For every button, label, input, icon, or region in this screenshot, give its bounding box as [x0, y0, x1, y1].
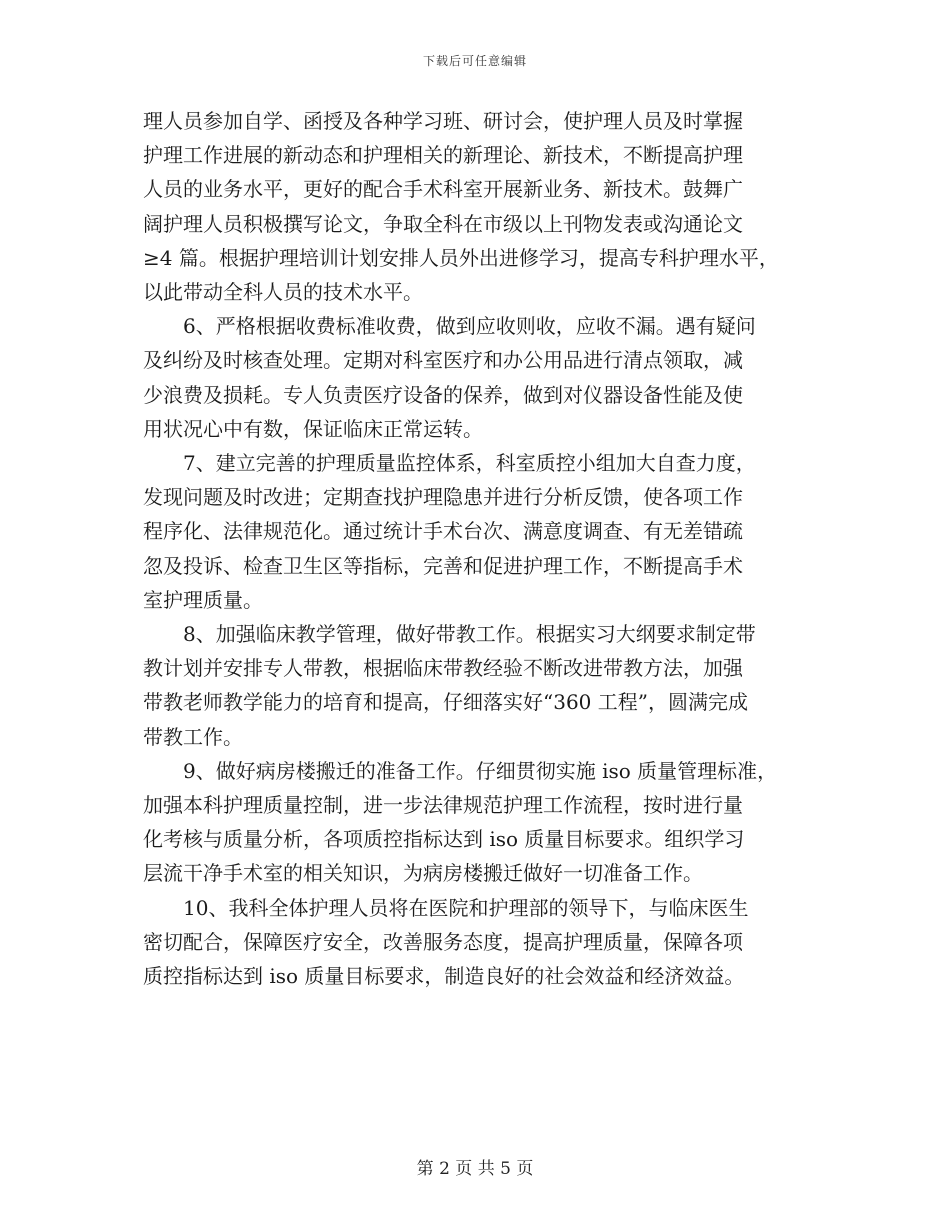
text-line: 理人员参加自学、函授及各种学习班、研讨会，使护理人员及时掌握 — [143, 109, 743, 133]
text-line: 7、建立完善的护理质量监控体系，科室质控小组加大自查力度， — [143, 451, 756, 476]
paragraph-8 — [143, 617, 823, 754]
text-line: 及纠纷及时核查处理。定期对科室医疗和办公用品进行清点领取，减 — [143, 348, 743, 373]
text-line: 发现问题及时改进；定期查找护理隐患并进行分析反馈，使各项工作 — [143, 485, 743, 510]
document-body — [143, 104, 823, 993]
text-line: 用状况心中有数，保证临床正常运转。 — [143, 416, 483, 441]
text-line: 9、做好病房楼搬迁的准备工作。仔细贯彻实施 iso 质量管理标准， — [143, 758, 778, 783]
text-line: 层流干净手术室的相关知识，为病房楼搬迁做好一切准备工作。 — [143, 861, 703, 886]
text-line: 护理工作进展的新动态和护理相关的新理论、新技术，不断提高护理 — [143, 143, 743, 168]
text-line: 8、加强临床教学管理，做好带教工作。根据实习大纲要求制定带 — [143, 622, 756, 647]
text-line: 忽及投诉、检查卫生区等指标，完善和促进护理工作，不断提高手术 — [143, 553, 743, 578]
text-line: 人员的业务水平，更好的配合手术科室开展新业务、新技术。鼓舞广 — [143, 177, 743, 202]
text-line: 6、严格根据收费标准收费，做到应收则收，应收不漏。遇有疑问 — [143, 314, 756, 339]
text-line: ≥4 篇。根据护理培训计划安排人员外出进修学习，提高专科护理水平， — [143, 245, 779, 270]
paragraph-7 — [143, 446, 823, 617]
page-number: 第 2 页 共 5 页 — [416, 1159, 534, 1179]
paragraph-1 — [143, 104, 823, 309]
text-line: 质控指标达到 iso 质量目标要求，制造良好的社会效益和经济效益。 — [143, 964, 745, 989]
text-line: 化考核与质量分析，各项质控指标达到 iso 质量目标要求。组织学习 — [143, 827, 745, 852]
text-line: 密切配合，保障医疗安全，改善服务态度，提高护理质量，保障各项 — [143, 929, 743, 954]
paragraph-10 — [143, 891, 823, 994]
text-line: 带教工作。 — [143, 724, 243, 749]
paragraph-9 — [143, 754, 823, 891]
text-line: 加强本科护理质量控制，进一步法律规范护理工作流程，按时进行量 — [143, 793, 743, 818]
text-line: 带教老师教学能力的培育和提高，仔细落实好“360 工程”，圆满完成 — [143, 690, 748, 715]
text-line: 室护理质量。 — [143, 587, 263, 612]
page-header: 下载后可任意编辑 — [422, 54, 527, 68]
text-line: 教计划并安排专人带教，根据临床带教经验不断改进带教方法，加强 — [143, 656, 743, 681]
text-line: 阔护理人员积极撰写论文，争取全科在市级以上刊物发表或沟通论文 — [143, 211, 743, 236]
paragraph-6 — [143, 309, 823, 446]
text-line: 10、我科全体护理人员将在医院和护理部的领导下，与临床医生 — [143, 895, 749, 920]
text-line: 以此带动全科人员的技术水平。 — [143, 280, 423, 305]
text-line: 程序化、法律规范化。通过统计手术台次、满意度调查、有无差错疏 — [143, 519, 743, 544]
text-line: 少浪费及损耗。专人负责医疗设备的保养，做到对仪器设备性能及使 — [143, 382, 743, 407]
